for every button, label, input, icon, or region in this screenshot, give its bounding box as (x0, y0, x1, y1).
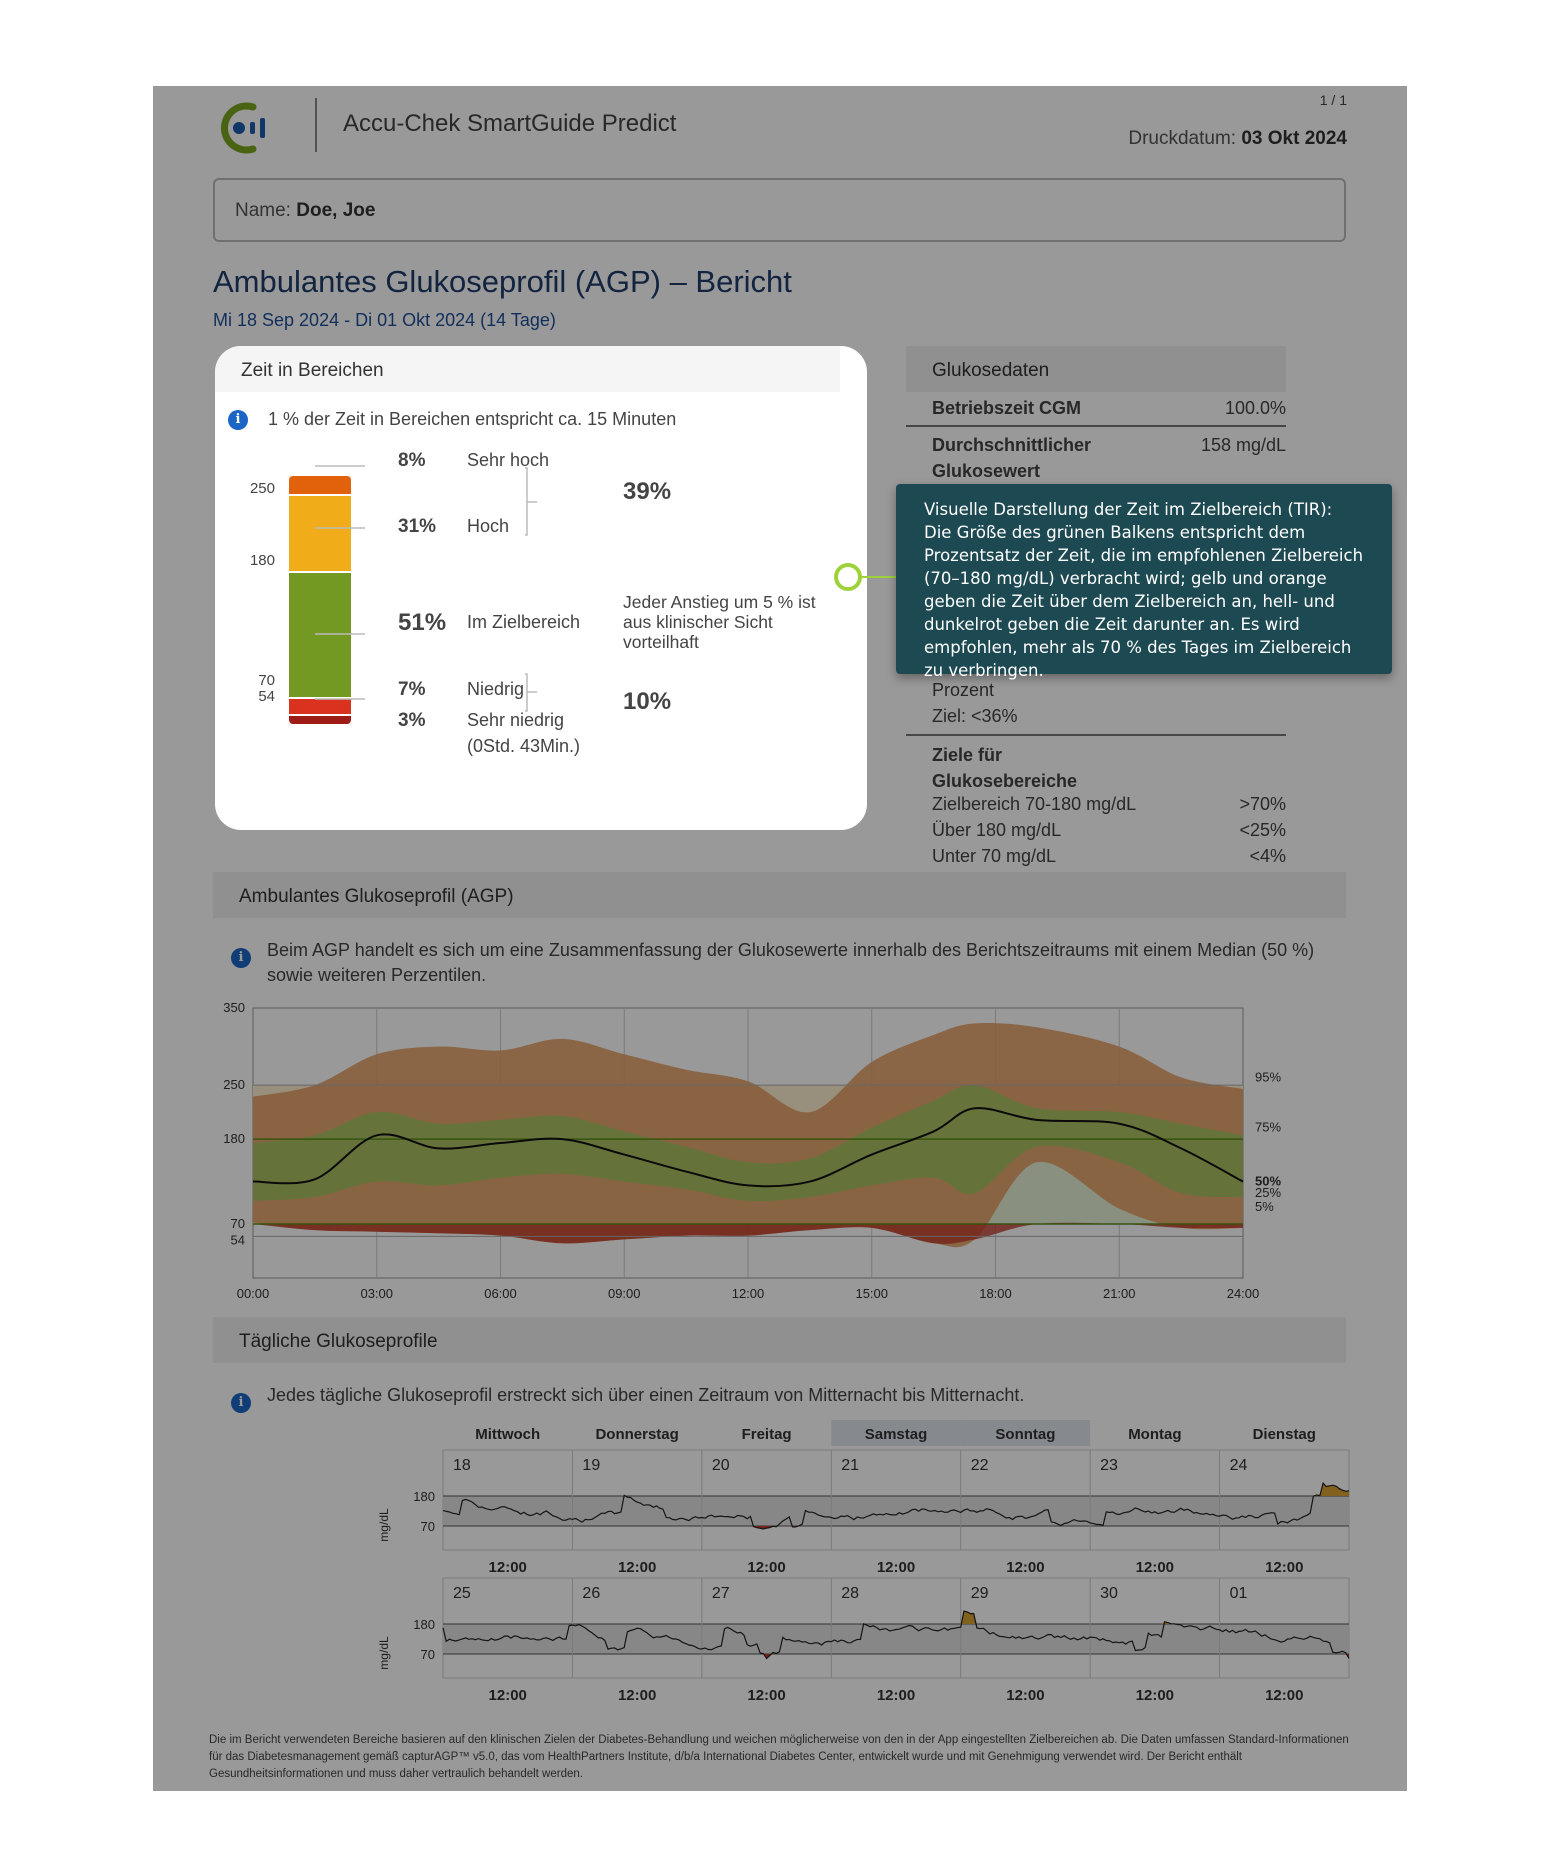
daily-noon-label: 12:00 (876, 1559, 916, 1576)
tir-high-pct: 31% (398, 516, 437, 537)
report-footer: Die im Bericht verwendeten Bereiche basieren auf den klinischen Zielen der Diabetes-Behandlung und weichen möglicherweise von den in der App eingestellten Zielbereichen ab. Die Daten umfassen Standard-Informationen für das Diabetesmanagement gemäß capturAGP™ v5.0, das vom HealthPartners Institute, d/b/a International Diabetes Center, entwickelt wurde und mit Genehmigung verwendet wird. Der Bericht enthält Gesundheitsinformationen und muss daher vertraulich behandelt werden. (209, 1734, 1349, 1780)
tir-very-low-duration: (0Std. 43Min.) (467, 736, 581, 756)
daily-noon-label: 12:00 (1135, 1559, 1175, 1576)
daily-y-tick: 180 (413, 1617, 435, 1632)
cv-label: Prozent (932, 680, 995, 700)
print-date (1128, 128, 1347, 150)
daily-noon-label: 12:00 (747, 1687, 786, 1704)
daily-noon-label: 12:00 (1006, 1687, 1045, 1704)
daily-profiles-chart (203, 1420, 1353, 1720)
agp-x-tick: 12:00 (731, 1286, 765, 1301)
goal-row (932, 846, 1286, 867)
agp-y-tick: 350 (223, 1000, 245, 1015)
weekday-label: Samstag (864, 1426, 928, 1443)
print-date-label: Druckdatum: (1128, 128, 1237, 149)
tir-axis-180: 180 (249, 552, 275, 569)
time-in-ranges-card (215, 346, 867, 830)
daily-noon-label: 12:00 (617, 1687, 657, 1704)
agp-y-tick: 54 (230, 1232, 245, 1248)
tir-low-total: 10% (623, 688, 672, 715)
daily-y-label: mg/dL (377, 1508, 391, 1542)
glucose-data-header: Glukosedaten (906, 346, 1286, 392)
agp-y-tick: 70 (230, 1216, 245, 1231)
agp-x-tick: 00:00 (236, 1286, 270, 1301)
daily-noon-label: 12:00 (1006, 1559, 1045, 1576)
tir-high-label: Hoch (467, 516, 510, 536)
glucose-data-divider (906, 734, 1286, 736)
daily-y-tick: 70 (420, 1519, 435, 1534)
weekday-label: Mittwoch (475, 1426, 541, 1443)
agp-x-tick: 06:00 (484, 1286, 517, 1301)
weekday-label: Freitag (741, 1426, 792, 1443)
tir-very-high-label: Sehr hoch (467, 450, 550, 470)
tir-low-pct: 7% (398, 679, 426, 700)
average-glucose-label-1: Durchschnittlicher (932, 435, 1092, 455)
daily-profiles-note: Jedes tägliche Glukoseprofil erstreckt sich über einen Zeitraum von Mitternacht bis Mitternacht. (267, 1385, 1025, 1405)
goal-value: <25% (1239, 820, 1286, 840)
print-date-value: 03 Okt 2024 (1241, 128, 1347, 149)
daily-date: 27 (711, 1585, 730, 1602)
daily-date: 23 (1100, 1457, 1118, 1474)
average-glucose-label-2: Glukosewert (932, 461, 1041, 481)
agp-x-tick: 09:00 (607, 1286, 641, 1301)
agp-x-tick: 21:00 (1102, 1286, 1136, 1301)
tir-note: 1 % der Zeit in Bereichen entspricht ca. 15 Minuten (268, 409, 677, 429)
report-title: Ambulantes Glukoseprofil (AGP) – Bericht (213, 264, 792, 299)
goals-header-2: Glukosebereiche (932, 771, 1078, 791)
daily-noon-label: 12:00 (747, 1559, 786, 1576)
agp-note: Beim AGP handelt es sich um eine Zusammenfassung der Glukosewerte innerhalb des Berichtszeitraums mit einem Median (50 %) sowie weiteren Perzentilen. (267, 940, 1315, 985)
time-in-ranges-header: Zeit in Bereichen (215, 346, 840, 392)
tir-target-pct: 51% (398, 609, 447, 636)
glucose-data-divider (906, 425, 1286, 427)
agp-x-tick: 15:00 (855, 1286, 889, 1301)
daily-date: 19 (582, 1457, 601, 1474)
daily-date: 24 (1229, 1457, 1248, 1474)
weekday-label: Sonntag (995, 1426, 1056, 1443)
weekday-label: Dienstag (1252, 1426, 1316, 1443)
goal-value: >70% (1239, 794, 1286, 814)
daily-date: 26 (582, 1585, 601, 1602)
agp-x-tick: 24:00 (1226, 1286, 1260, 1301)
daily-date: 22 (970, 1457, 989, 1474)
report-page (153, 86, 1407, 1791)
agp-legend-label: 75% (1255, 1119, 1282, 1135)
app-logo (213, 98, 275, 163)
goals-header-1: Ziele für (932, 745, 1003, 765)
goal-value: <4% (1249, 846, 1286, 866)
tir-very-low-pct: 3% (398, 710, 426, 731)
patient-name-value: Doe, Joe (296, 200, 376, 221)
callout-marker (834, 563, 862, 591)
average-glucose (932, 432, 1286, 484)
daily-date: 30 (1100, 1585, 1118, 1602)
agp-y-tick: 180 (223, 1131, 245, 1147)
daily-y-tick: 70 (420, 1647, 435, 1662)
daily-date: 29 (970, 1585, 989, 1602)
tir-very-high-pct: 8% (398, 450, 426, 471)
goal-row (932, 794, 1286, 815)
callout-connector (858, 576, 898, 578)
page-number: 1 / 1 (1319, 92, 1347, 108)
daily-target-band (443, 1496, 1349, 1526)
info-icon: i (231, 1393, 251, 1413)
agp-legend-label: 95% (1255, 1069, 1282, 1085)
daily-noon-label: 12:00 (617, 1559, 657, 1576)
daily-date: 20 (711, 1457, 730, 1474)
tir-axis-250: 250 (249, 480, 275, 497)
agp-legend-label: 5% (1255, 1199, 1274, 1215)
agp-x-tick: 03:00 (360, 1286, 394, 1301)
agp-section-header: Ambulantes Glukoseprofil (AGP) (213, 872, 1346, 918)
patient-name-label: Name: (235, 200, 291, 221)
goal-label: Unter 70 mg/dL (932, 846, 1057, 866)
daily-date: 01 (1229, 1585, 1248, 1602)
tir-target-label: Im Zielbereich (467, 612, 581, 632)
goal-label: Zielbereich 70-180 mg/dL (932, 794, 1137, 814)
cgm-active-label: Betriebszeit CGM (932, 398, 1082, 418)
daily-profiles-header: Tägliche Glukoseprofile (213, 1317, 1346, 1363)
patient-name-box (213, 178, 1346, 242)
goals-header (932, 742, 1286, 794)
tir-low-label: Niedrig (467, 679, 525, 699)
weekday-label: Donnerstag (595, 1426, 679, 1443)
info-icon: i (228, 410, 248, 430)
cv-goal: Ziel: <36% (932, 706, 1018, 726)
daily-date: 25 (453, 1585, 471, 1602)
daily-noon-label: 12:00 (488, 1687, 527, 1704)
goal-label: Über 180 mg/dL (932, 820, 1062, 840)
goal-row (932, 820, 1286, 841)
agp-x-tick: 18:00 (979, 1286, 1012, 1301)
daily-noon-label: 12:00 (488, 1559, 527, 1576)
tir-explanation-tooltip: Visuelle Darstellung der Zeit im Zielbereich (TIR): Die Größe des grünen Balkens entspricht dem Prozentsatz der Zeit, die im empfohlenen Zielbereich (70–180 mg/dL) verbracht wird; gelb und orange geben die Zeit über dem Zielbereich an, hell- und dunkelrot geben die Zeit darunter an. Es wird empfohlen, mehr als 70 % des Tages im Zielbereich zu verbringen. (896, 484, 1392, 674)
daily-date: 21 (841, 1457, 860, 1474)
agp-chart (203, 998, 1343, 1301)
daily-noon-label: 12:00 (1135, 1687, 1175, 1704)
daily-y-label: mg/dL (377, 1636, 391, 1670)
daily-date: 28 (841, 1585, 860, 1602)
agp-legend-label: 50% (1255, 1173, 1282, 1189)
daily-date: 18 (453, 1457, 471, 1474)
report-period: Mi 18 Sep 2024 - Di 01 Okt 2024 (14 Tage) (213, 310, 556, 330)
info-icon: i (231, 948, 251, 968)
average-glucose-value: 158 mg/dL (1200, 435, 1286, 455)
daily-noon-label: 12:00 (876, 1687, 916, 1704)
tir-target-note: Jeder Anstieg um 5 % ist aus klinischer Sicht vorteilhaft (623, 592, 816, 652)
weekday-label: Montag (1128, 1426, 1182, 1443)
header-divider (315, 98, 317, 152)
daily-y-tick: 180 (413, 1489, 435, 1504)
cgm-active-time (932, 398, 1286, 419)
app-title: Accu-Chek SmartGuide Predict (343, 110, 677, 137)
tir-axis-70: 70 (258, 672, 275, 689)
daily-noon-label: 12:00 (1265, 1687, 1304, 1704)
tir-very-low-label: Sehr niedrig (467, 710, 565, 730)
agp-legend-label: 25% (1255, 1185, 1282, 1201)
daily-noon-label: 12:00 (1265, 1559, 1304, 1576)
tir-high-total: 39% (623, 478, 672, 505)
agp-y-tick: 250 (223, 1077, 245, 1093)
cgm-active-value: 100.0% (1224, 398, 1286, 418)
tir-axis-54: 54 (258, 688, 275, 705)
